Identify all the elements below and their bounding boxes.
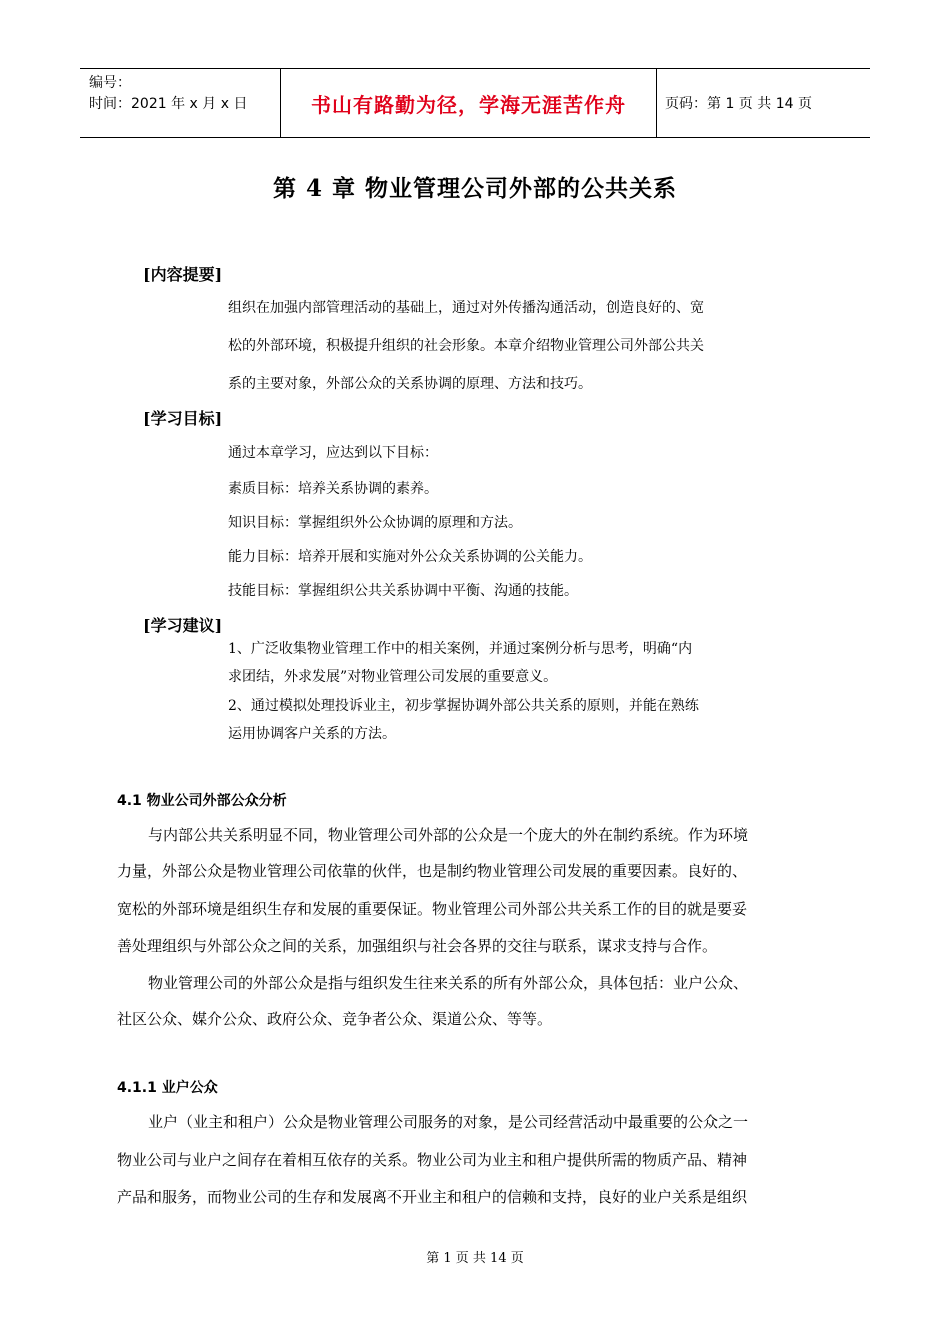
document-number-label: 编号： bbox=[89, 75, 131, 91]
paragraph-line: 善处理组织与外部公众之间的关系，加强组织与社会各界的交往与联系，谋求支持与合作。 bbox=[117, 937, 718, 955]
paragraph-line: 物业管理公司的外部公众是指与组织发生往来关系的所有外部公众，具体包括：业户公众、 bbox=[148, 974, 749, 992]
header-left-cell bbox=[80, 69, 281, 137]
paragraph-line: 与内部公共关系明显不同，物业管理公司外部的公众是一个庞大的外在制约系统。作为环境 bbox=[148, 826, 749, 844]
chapter-title: 第 4 章 物业管理公司外部的公共关系 bbox=[272, 175, 678, 202]
summary-line: 松的外部环境，积极提升组织的社会形象。本章介绍物业管理公司外部公共关 bbox=[228, 338, 704, 354]
summary-line: 组织在加强内部管理活动的基础上，通过对外传播沟通活动，创造良好的、宽 bbox=[228, 300, 704, 316]
header-table bbox=[80, 68, 870, 138]
header-page-cell bbox=[657, 69, 870, 137]
goals-line: 技能目标：掌握组织公共关系协调中平衡、沟通的技能。 bbox=[228, 583, 578, 599]
document-time-label: 时间：2021 年 x 月 x 日 bbox=[89, 96, 248, 112]
advice-line: 求团结，外求发展”对物业管理公司发展的重要意义。 bbox=[228, 669, 558, 685]
goals-line: 素质目标：培养关系协调的素养。 bbox=[228, 481, 438, 497]
page-footer: 第 1 页 共 14 页 bbox=[426, 1251, 524, 1266]
section-4-1-heading: 4.1 物业公司外部公众分析 bbox=[117, 793, 287, 809]
paragraph-line: 社区公众、媒介公众、政府公众、竞争者公众、渠道公众、等等。 bbox=[117, 1010, 553, 1028]
section-4-1-1-heading: 4.1.1 业户公众 bbox=[117, 1080, 218, 1096]
summary-line: 系的主要对象，外部公众的关系协调的原理、方法和技巧。 bbox=[228, 376, 592, 392]
goals-line: 知识目标：掌握组织外公众协调的原理和方法。 bbox=[228, 515, 522, 531]
paragraph-line: 力量，外部公众是物业管理公司依靠的伙伴，也是制约物业管理公司发展的重要因素。良好的、 bbox=[117, 862, 748, 880]
paragraph-line: 宽松的外部环境是组织生存和发展的重要保证。物业管理公司外部公共关系工作的目的就是要妥 bbox=[117, 900, 748, 918]
paragraph-line: 产品和服务，而物业公司的生存和发展离不开业主和租户的信赖和支持，良好的业户关系是组织 bbox=[117, 1188, 748, 1206]
paragraph-line: 物业公司与业户之间存在着相互依存的关系。物业公司为业主和租户提供所需的物质产品、精神 bbox=[117, 1151, 748, 1169]
advice-line: 2、通过模拟处理投诉业主，初步掌握协调外部公共关系的原则，并能在熟练 bbox=[228, 698, 699, 714]
goals-line: 能力目标：培养开展和实施对外公众关系协调的公关能力。 bbox=[228, 549, 592, 565]
advice-line: 运用协调客户关系的方法。 bbox=[228, 726, 396, 742]
goals-line: 通过本章学习，应达到以下目标： bbox=[228, 445, 438, 461]
header-motto-cell bbox=[281, 69, 657, 137]
header-motto: 书山有路勤为径，学海无涯苦作舟 bbox=[311, 92, 626, 117]
summary-heading: [内容提要] bbox=[143, 265, 223, 284]
advice-heading: [学习建议] bbox=[143, 616, 223, 635]
goals-heading: [学习目标] bbox=[143, 409, 223, 428]
paragraph-line: 业户（业主和租户）公众是物业管理公司服务的对象，是公司经营活动中最重要的公众之一 bbox=[148, 1113, 749, 1131]
advice-line: 1、广泛收集物业管理工作中的相关案例，并通过案例分析与思考，明确“内 bbox=[228, 641, 693, 657]
header-page-info: 页码：第 1 页 共 14 页 bbox=[665, 96, 812, 112]
